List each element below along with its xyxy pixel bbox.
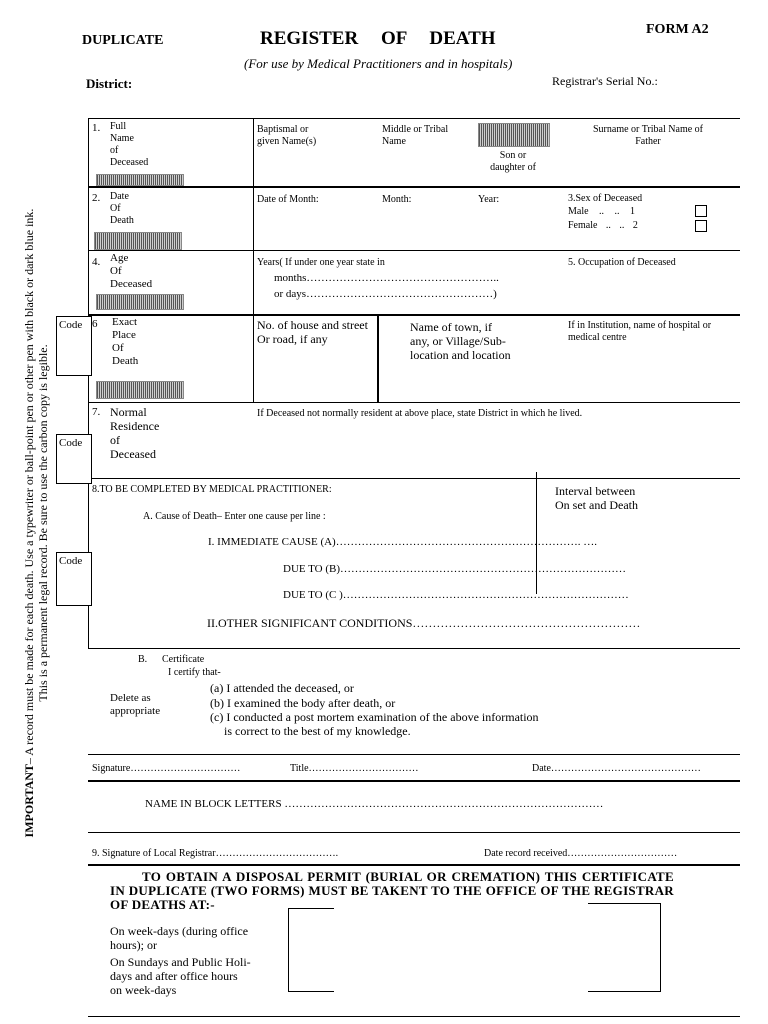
form-number: FORM A2 xyxy=(646,22,709,37)
surname-field[interactable]: Surname or Tribal Name of Father xyxy=(593,124,703,147)
code-box[interactable] xyxy=(56,552,92,606)
son-or-daughter-label: Son or daughter of xyxy=(490,150,536,173)
female-option: Female .. .. 2 xyxy=(568,220,638,231)
certificate-title: Certificate xyxy=(162,654,205,665)
hatch-mark xyxy=(96,381,184,399)
rule xyxy=(88,402,740,403)
other-conditions-field[interactable]: II.OTHER SIGNIFICANT CONDITIONS………………………………………………… xyxy=(207,616,641,630)
place-of-death-label: Exact Place Of Death xyxy=(112,316,139,367)
rule xyxy=(88,864,740,866)
office-box-left[interactable] xyxy=(288,908,334,992)
month-field[interactable]: Month: xyxy=(382,194,412,205)
age-years-field[interactable]: Years( If under one year state in xyxy=(257,257,385,268)
disposal-instructions: TO OBTAIN A DISPOSAL PERMIT (BURIAL OR CREMATION) THIS CERTIFICATE IN DUPLICATE (TWO FORMS) MUST BE TAKENT TO THE OFFICE OF THE REGISTRAR OF DEATHS AT:- xyxy=(110,869,674,912)
side-note-line2: This is a permanent legal record. Be sure to use the carbon copy is legible. xyxy=(36,344,50,702)
normal-residence-label: Normal Residence of Deceased xyxy=(110,405,160,461)
side-note-line1: – A record must be made for each death. Use a typewriter or ball-point pen or other pen with black or dark blue ink. xyxy=(22,208,36,765)
occupation-field[interactable]: 5. Occupation of Deceased xyxy=(568,257,676,268)
rule xyxy=(88,118,740,119)
rule xyxy=(88,314,740,316)
residence-district-field[interactable]: If Deceased not normally resident at above place, state District in which he lived. xyxy=(257,408,583,419)
row1-number: 1. xyxy=(92,122,101,134)
male-checkbox[interactable] xyxy=(695,205,707,217)
age-days-field[interactable]: or days……………………………………………) xyxy=(274,288,497,300)
registrar-serial-label: Registrar's Serial No.: xyxy=(552,74,658,88)
due-to-b-field[interactable]: DUE TO (B)…………………………………………………………………… xyxy=(283,563,627,575)
code-label: Code xyxy=(59,319,83,331)
option-b[interactable]: (b) I examined the body after death, or xyxy=(210,696,396,710)
full-name-label: Full Name of Deceased xyxy=(110,121,149,168)
option-c[interactable]: (c) I conducted a post mortem examination of the above information xyxy=(210,710,539,724)
rule xyxy=(88,648,740,649)
page-title: REGISTER OF DEATH xyxy=(260,28,496,49)
page-subtitle: (For use by Medical Practitioners and in hospitals) xyxy=(244,56,513,71)
certify-text: I certify that- xyxy=(168,667,221,678)
interval-label: Interval between On set and Death xyxy=(555,484,638,512)
row2-number: 2. xyxy=(92,192,101,204)
rule xyxy=(88,478,740,479)
district-label: District: xyxy=(86,76,133,91)
code-label: Code xyxy=(59,555,83,567)
option-c-continued: is correct to the best of my knowledge. xyxy=(224,724,411,738)
certificate-letter: B. xyxy=(138,654,148,665)
date-record-received-field[interactable]: Date record received…………………………… xyxy=(484,848,678,859)
sundays-note: On Sundays and Public Holi- days and after office hours on week-days xyxy=(110,955,251,997)
hatch-mark xyxy=(94,232,182,250)
section8-heading: 8.TO BE COMPLETED BY MEDICAL PRACTITIONER: xyxy=(92,484,332,495)
delete-as-appropriate: Delete as appropriate xyxy=(110,692,161,717)
institution-field[interactable]: If in Institution, name of hospital or medical centre xyxy=(568,320,712,343)
age-months-field[interactable]: months…………………………………………….. xyxy=(274,272,499,284)
weekdays-note: On week-days (during office hours); or xyxy=(110,924,249,952)
row6-number: 6 xyxy=(92,318,98,330)
immediate-cause-field[interactable]: I. IMMEDIATE CAUSE (A)…………………………………………………………. …. xyxy=(208,536,597,548)
rule xyxy=(88,754,740,755)
row7-number: 7. xyxy=(92,406,101,418)
house-street-field[interactable]: No. of house and street Or road, if any xyxy=(257,318,368,346)
baptismal-name-field[interactable]: Baptismal or given Name(s) xyxy=(257,124,317,147)
female-checkbox[interactable] xyxy=(695,220,707,232)
code-label: Code xyxy=(59,437,83,449)
age-label: Age Of Deceased xyxy=(110,252,153,290)
side-note-important: IMPORTANT xyxy=(22,764,36,838)
day-field[interactable]: Date of Month: xyxy=(257,194,319,205)
code-box[interactable] xyxy=(56,434,92,484)
middle-name-field[interactable]: Middle or Tribal Name xyxy=(382,124,449,147)
sex-label: 3.Sex of Deceased xyxy=(568,193,643,204)
date-of-death-label: Date Of Death xyxy=(110,191,134,226)
hatch-mark xyxy=(96,294,184,310)
rule xyxy=(88,250,740,251)
male-option: Male .. .. 1 xyxy=(568,206,636,217)
rule xyxy=(88,780,740,782)
rule xyxy=(88,832,740,833)
year-field[interactable]: Year: xyxy=(478,194,500,205)
cause-of-death-instruction: A. Cause of Death– Enter one cause per line : xyxy=(143,511,326,522)
name-block-letters-field[interactable]: NAME IN BLOCK LETTERS …………………………………………………………………………… xyxy=(145,798,604,810)
hatch-mark xyxy=(478,123,550,147)
code-box[interactable] xyxy=(56,316,92,376)
date-field[interactable]: Date……………………………………… xyxy=(532,763,701,774)
registrar-signature-field[interactable]: 9. Signature of Local Registrar………………………………. xyxy=(92,848,339,859)
duplicate-label: DUPLICATE xyxy=(82,33,164,48)
signature-field[interactable]: Signature…………………………… xyxy=(92,763,241,774)
rule xyxy=(253,118,254,402)
town-village-field[interactable]: Name of town, if any, or Village/Sub- location and location xyxy=(410,320,511,362)
title-field[interactable]: Title…………………………… xyxy=(290,763,419,774)
hatch-mark xyxy=(96,174,184,186)
side-note xyxy=(22,133,58,913)
rule xyxy=(88,186,740,188)
rule xyxy=(88,1016,740,1017)
office-box-right[interactable] xyxy=(588,903,661,992)
due-to-c-field[interactable]: DUE TO (C )…………………………………………………………………… xyxy=(283,589,629,601)
row4-number: 4. xyxy=(92,256,101,268)
rule xyxy=(377,314,379,402)
option-a[interactable]: (a) I attended the deceased, or xyxy=(210,681,354,695)
